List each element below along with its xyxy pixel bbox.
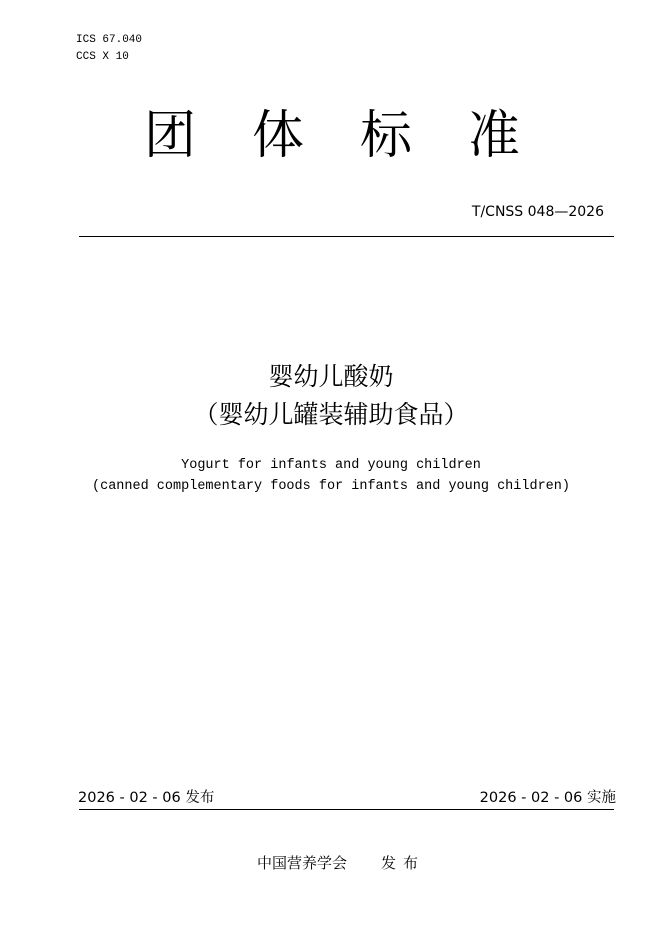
chinese-title-line-1: 婴幼儿酸奶 (268, 362, 394, 391)
english-title-line-2: (canned complementary foods for infants and young children) (92, 479, 570, 494)
top-divider (79, 236, 614, 237)
implementation-date: 2026 - 02 - 06 实施 (479, 790, 616, 806)
english-title-line-1: Yogurt for infants and young children (181, 458, 481, 473)
chinese-title-line-2: （婴幼儿罐装辅助食品） (193, 400, 469, 429)
document-type-title: 团体标准 (143, 106, 576, 166)
publish-label: 发布 (381, 854, 426, 872)
ccs-code: CCS X 10 (76, 51, 129, 63)
publisher-name: 中国营养学会 (257, 854, 348, 872)
bottom-divider (79, 809, 614, 810)
issue-date: 2026 - 02 - 06 发布 (78, 790, 215, 806)
standard-number: T/CNSS 048—2026 (471, 204, 604, 220)
ics-code: ICS 67.040 (76, 34, 143, 46)
